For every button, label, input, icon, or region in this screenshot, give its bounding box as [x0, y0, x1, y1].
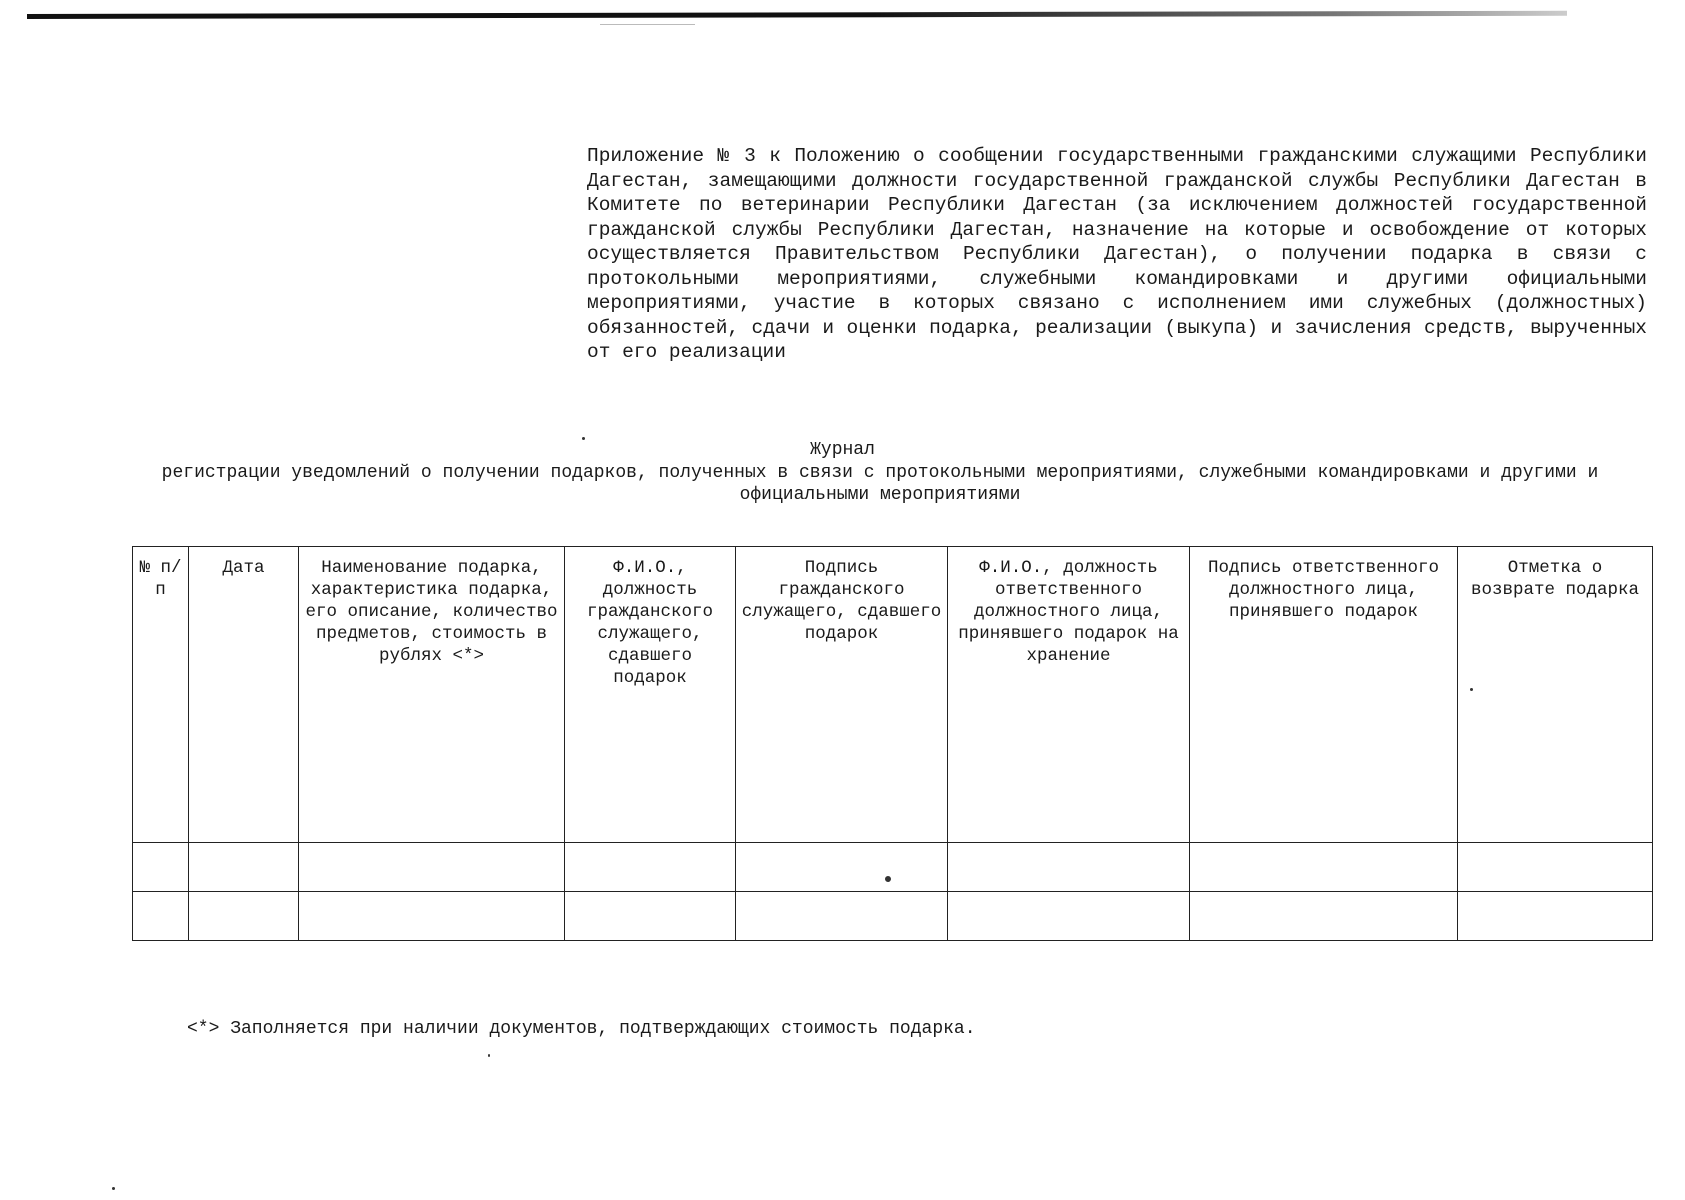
footnote: <*> Заполняется при наличии документов, подтверждающих стоимость подарка.	[187, 1019, 976, 1039]
table-cell	[948, 892, 1190, 941]
journal-title: Журнал	[810, 440, 875, 460]
table-cell	[189, 892, 299, 941]
table-cell	[1190, 843, 1458, 892]
table-cell	[736, 892, 948, 941]
table-cell	[1458, 843, 1653, 892]
column-header-official-signature: Подпись ответственного должностного лица, принявшего подарок	[1190, 547, 1458, 843]
table-cell	[736, 843, 948, 892]
top-scan-rule	[27, 11, 1567, 19]
column-header-employee-signature: Подпись гражданского служащего, сдавшего подарок	[736, 547, 948, 843]
column-header-return-mark: Отметка о возврате подарка	[1458, 547, 1653, 843]
journal-subtitle: регистрации уведомлений о получении подарков, полученных в связи с протокольными мероприятиями, служебными командировками и другими и официальными мероприятиями	[161, 463, 1599, 505]
table-cell	[133, 892, 189, 941]
table-cell	[189, 843, 299, 892]
table-cell	[565, 892, 736, 941]
table-cell	[299, 892, 565, 941]
table-cell	[565, 843, 736, 892]
column-header-official-name: Ф.И.О., должность ответственного должностного лица, принявшего подарок на хранение	[948, 547, 1190, 843]
journal-table	[132, 546, 1653, 941]
table-row	[133, 843, 1653, 892]
table-cell	[948, 843, 1190, 892]
table-cell	[1190, 892, 1458, 941]
appendix-reference-text: Приложение № 3 к Положению о сообщении государственными гражданскими служащими Республики Дагестан, замещающими должности государственной гражданской службы Республики Дагестан в Комитете по ветеринарии Республики Дагестан (за исключением должностей государственной гражданской службы Республики Дагестан, назначение на которые и освобождение от которых осуществляется Правительством Республики Дагестан), о получении подарка в связи с протокольными мероприятиями, служебными командировками и другими официальными мероприятиями, участие в которых связано с исполнением ими служебных (должностных) обязанностей, сдачи и оценки подарка, реализации (выкупа) и зачисления средств, вырученных от его реализации	[587, 145, 1647, 363]
column-header-date: Дата	[189, 547, 299, 843]
table-cell	[1458, 892, 1653, 941]
table-header-row	[133, 547, 1653, 843]
column-header-number: № п/п	[133, 547, 189, 843]
scan-speck	[885, 876, 891, 882]
column-header-employee-name: Ф.И.О., должность гражданского служащего, сдавшего подарок	[565, 547, 736, 843]
table-cell	[133, 843, 189, 892]
column-header-gift-description: Наименование подарка, характеристика подарка, его описание, количество предметов, стоимость в рублях <*>	[299, 547, 565, 843]
table-row	[133, 892, 1653, 941]
top-scan-rule-faint	[600, 24, 695, 25]
table-cell	[299, 843, 565, 892]
scan-speck	[112, 1187, 115, 1190]
scan-speck	[488, 1054, 490, 1057]
scan-speck	[1470, 688, 1473, 691]
scan-speck	[582, 437, 585, 440]
